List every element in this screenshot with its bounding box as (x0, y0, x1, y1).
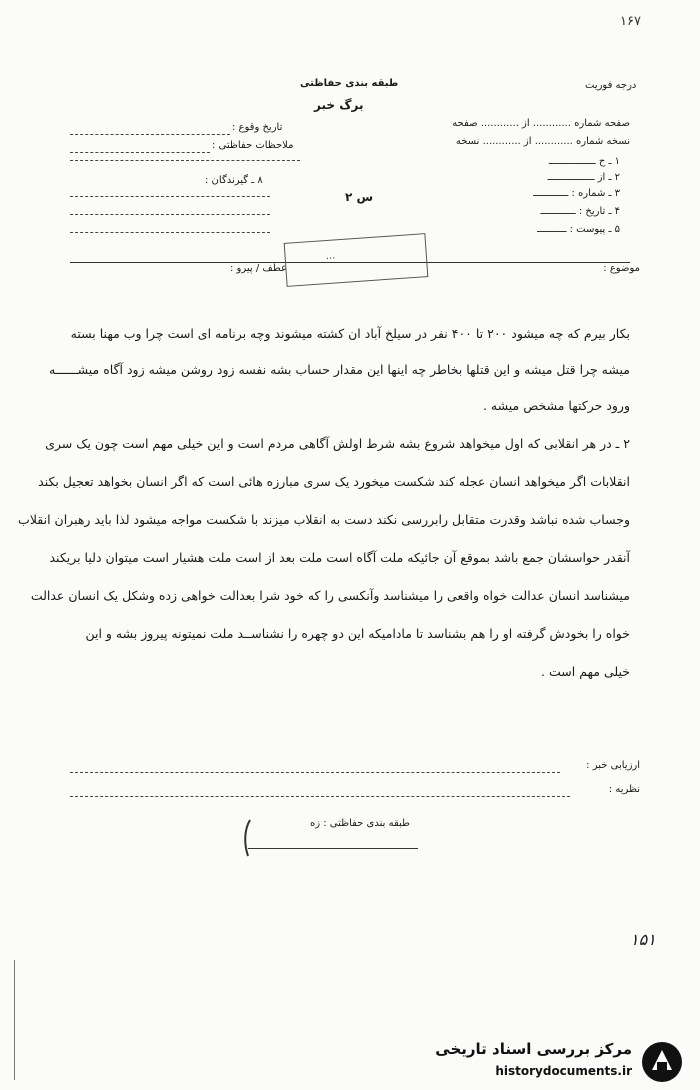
opinion-label: نظریه : (608, 784, 640, 795)
stamp-text: ... (325, 250, 336, 263)
form-title: برگ خبر (314, 98, 364, 112)
classification-stamp-text: طبقه بندی حفاظتی : زه (309, 818, 410, 829)
field-2: ۲ ـ از ــــــــــــــــ (547, 172, 620, 183)
watermark-url: historydocuments.ir (495, 1064, 632, 1078)
page-edge-line (14, 960, 15, 1080)
body-line-4: ۲ ـ در هر انقلابی که اول میخواهد شروع بشه شرط اولش آگاهی مردم است و این خیلی مهم است چون یک سری (45, 436, 630, 451)
protection-notes-label: ملاحظات حفاظتی : (212, 140, 294, 151)
page-number-top: ۱۶۷ (620, 14, 641, 29)
evaluation-label: ارزیابی خبر : (586, 760, 640, 771)
protection-notes-line (70, 152, 210, 153)
hand-stroke (238, 818, 258, 858)
event-date-line (70, 134, 230, 135)
body-line-1: بکار بیرم که چه میشود ۲۰۰ تا ۴۰۰ نفر در سیلخ آباد ان کشته میشوند وچه برنامه ای است چرا وب مهنا بسته (70, 326, 630, 341)
archive-logo-icon (640, 1040, 684, 1084)
body-line-9: خواه را بخودش گرفته او را هم بشناسد تا مادامیکه این دو چهره را نشناســد ملت نمیتونه پیروز بشه و این (85, 626, 630, 641)
body-line-10: خیلی مهم است . (541, 664, 630, 679)
classification-label: طبقه بندی حفاظتی (300, 78, 399, 89)
field-3: ۳ ـ شماره : ــــــــــــ (533, 188, 620, 199)
event-date-label: تاریخ وقوع : (232, 122, 283, 133)
watermark (412, 1038, 690, 1084)
urgency-label: درجه فوریت (585, 80, 637, 91)
body-line-2: میشه چرا قتل میشه و این قتلها بخاطر چه اینها این مقدار حساب بشه نفسه زود روشن میشه زود آگاه میشــــــه (48, 362, 630, 377)
field-1: ۱ ـ ح ــــــــــــــــ (548, 156, 620, 167)
classification-stamp (248, 808, 418, 849)
recipients-label: ۸ ـ گیرندگان : (205, 175, 263, 186)
handwritten-number: ۱۵۱ (630, 930, 656, 949)
opinion-line (70, 796, 570, 797)
body-line-6: وجساب شده نباشد وقدرت متقابل رابررسی نکند دست به انقلاب میزند با شکست مواجه میشود لذا باید رهبران انقلاب (18, 512, 630, 527)
recipients-line-1 (70, 196, 270, 197)
watermark-title: مرکز بررسی اسناد تاریخی (435, 1040, 632, 1058)
field-5: ۵ ـ پیوست : ــــــــــ (537, 224, 620, 235)
body-line-8: میشناسد انسان عدالت خواه واقعی را میشناسد وآنکسی را که خود شرا بعدالت خواهی زده وشکل یک انسان عدالت (30, 588, 630, 603)
copy-field: نسخه شماره ............ از ............ نسخه (455, 136, 630, 147)
recipients-line-2 (70, 214, 270, 215)
body-line-7: آنقدر حواسشان جمع باشد بموقع آن جائیکه ملت آگاه است ملت بعد از است ملت هشیار است میتوان دلیا بریکند (49, 550, 630, 565)
body-line-3: ورود حرکتها مشخص میشه . (482, 398, 630, 413)
body-line-5: انقلابات اگر میخواهد انسان عجله کند شکست میخورد یک سری مبارزه هائی است که اگر انسان بخواهد تعجیل بکند (38, 474, 630, 489)
subject-label: موضوع : (603, 263, 640, 274)
recipients-line-3 (70, 232, 270, 233)
evaluation-line (70, 772, 560, 773)
center-marker: س ۲ (345, 190, 374, 204)
attachment-label: عطف / پیرو : (230, 263, 287, 274)
stamp (284, 233, 429, 287)
protection-notes-line-2 (70, 160, 300, 161)
page-field: صفحه شماره ............ از ............ صفحه (452, 118, 630, 129)
field-4: ۴ ـ تاریخ : ــــــــــــ (540, 206, 620, 217)
